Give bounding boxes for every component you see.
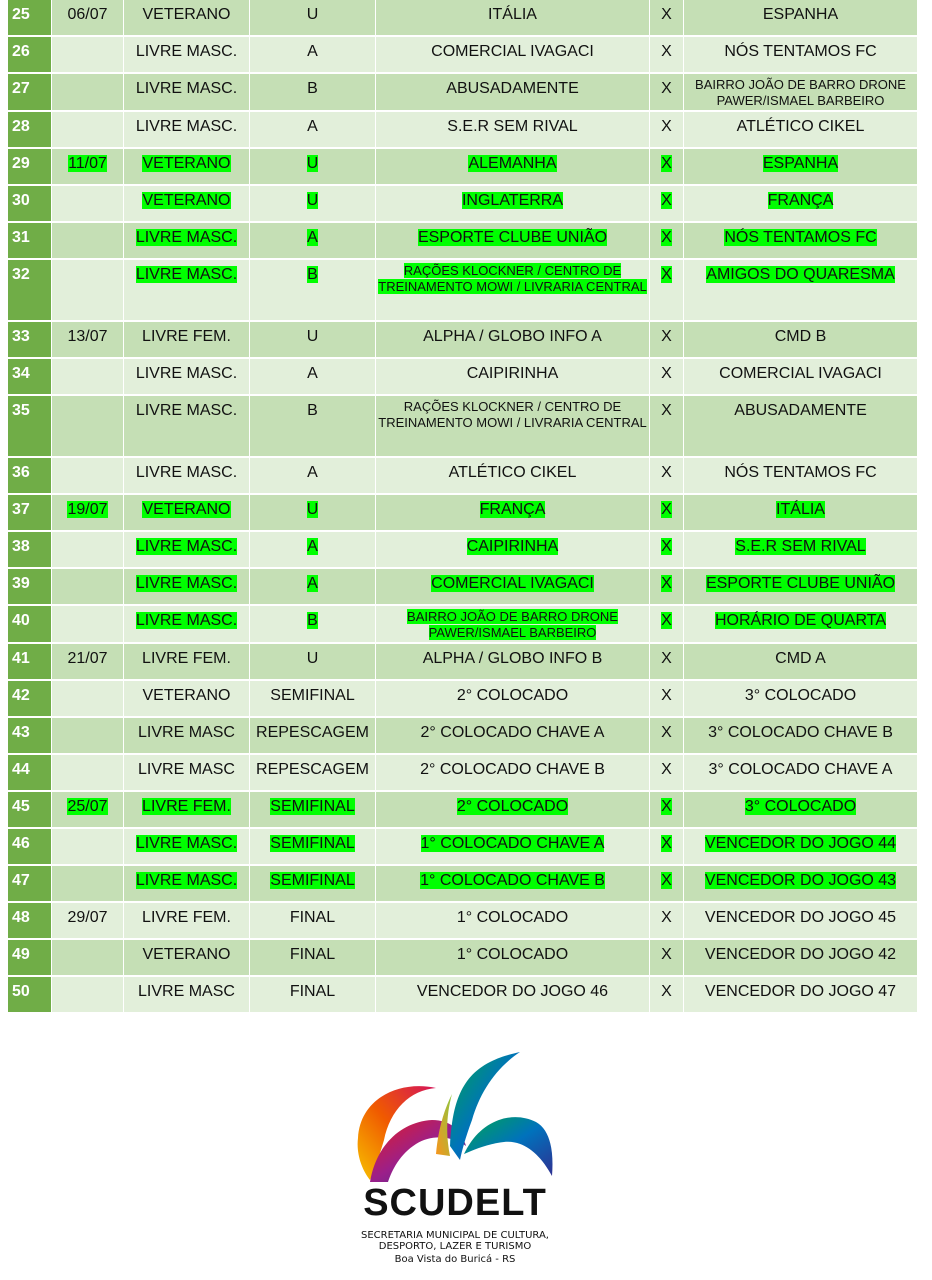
cell-away: ESPORTE CLUBE UNIÃO [684, 569, 918, 606]
cell-home: 2° COLOCADO CHAVE B [376, 755, 650, 792]
cell-group: U [250, 495, 376, 532]
cell-category: LIVRE MASC. [124, 866, 250, 903]
cell-date [52, 532, 124, 569]
cell-away: ITÁLIA [684, 495, 918, 532]
cell-num: 35 [8, 396, 52, 458]
cell-num: 30 [8, 186, 52, 223]
cell-date [52, 606, 124, 644]
table-row [8, 396, 918, 458]
cell-category: LIVRE MASC. [124, 223, 250, 260]
cell-num: 40 [8, 606, 52, 644]
cell-category: LIVRE FEM. [124, 903, 250, 940]
cell-date: 21/07 [52, 644, 124, 681]
cell-vs: X [650, 569, 684, 606]
cell-vs: X [650, 186, 684, 223]
cell-date [52, 112, 124, 149]
cell-date: 13/07 [52, 322, 124, 359]
cell-category: LIVRE MASC. [124, 569, 250, 606]
cell-vs: X [650, 532, 684, 569]
cell-group: A [250, 458, 376, 495]
cell-away: 3° COLOCADO [684, 792, 918, 829]
cell-category: LIVRE MASC. [124, 396, 250, 458]
table-row [8, 977, 918, 1014]
cell-num: 45 [8, 792, 52, 829]
cell-date [52, 74, 124, 112]
cell-vs: X [650, 223, 684, 260]
cell-vs: X [650, 718, 684, 755]
table-row [8, 792, 918, 829]
cell-vs: X [650, 866, 684, 903]
cell-category: VETERANO [124, 149, 250, 186]
cell-home: ITÁLIA [376, 0, 650, 37]
cell-home: ATLÉTICO CIKEL [376, 458, 650, 495]
cell-away: CMD B [684, 322, 918, 359]
cell-home: ALPHA / GLOBO INFO B [376, 644, 650, 681]
cell-num: 26 [8, 37, 52, 74]
cell-home: ESPORTE CLUBE UNIÃO [376, 223, 650, 260]
cell-vs: X [650, 37, 684, 74]
cell-group: A [250, 112, 376, 149]
cell-num: 38 [8, 532, 52, 569]
cell-group: U [250, 322, 376, 359]
cell-num: 43 [8, 718, 52, 755]
cell-away: 3° COLOCADO CHAVE B [684, 718, 918, 755]
cell-date: 29/07 [52, 903, 124, 940]
cell-away: ATLÉTICO CIKEL [684, 112, 918, 149]
cell-date: 11/07 [52, 149, 124, 186]
cell-away: VENCEDOR DO JOGO 43 [684, 866, 918, 903]
cell-group: FINAL [250, 977, 376, 1014]
cell-category: LIVRE MASC [124, 977, 250, 1014]
cell-home: 2° COLOCADO CHAVE A [376, 718, 650, 755]
cell-group: B [250, 606, 376, 644]
cell-group: SEMIFINAL [250, 792, 376, 829]
cell-group: A [250, 223, 376, 260]
cell-category: LIVRE MASC. [124, 37, 250, 74]
table-row [8, 112, 918, 149]
cell-home: ABUSADAMENTE [376, 74, 650, 112]
table-row [8, 644, 918, 681]
cell-group: U [250, 149, 376, 186]
table-row [8, 223, 918, 260]
schedule-table [8, 0, 918, 1014]
cell-group: A [250, 37, 376, 74]
cell-away: VENCEDOR DO JOGO 47 [684, 977, 918, 1014]
table-row [8, 903, 918, 940]
cell-away: HORÁRIO DE QUARTA [684, 606, 918, 644]
cell-num: 37 [8, 495, 52, 532]
cell-category: LIVRE MASC. [124, 829, 250, 866]
cell-category: LIVRE FEM. [124, 322, 250, 359]
cell-group: U [250, 186, 376, 223]
table-row [8, 458, 918, 495]
cell-date [52, 755, 124, 792]
palm-leaves-icon [340, 1050, 570, 1190]
cell-home: 1° COLOCADO CHAVE A [376, 829, 650, 866]
cell-home: CAIPIRINHA [376, 359, 650, 396]
cell-num: 29 [8, 149, 52, 186]
cell-category: LIVRE MASC. [124, 359, 250, 396]
cell-num: 27 [8, 74, 52, 112]
cell-home: 1° COLOCADO [376, 940, 650, 977]
cell-home: INGLATERRA [376, 186, 650, 223]
cell-date [52, 223, 124, 260]
cell-date [52, 829, 124, 866]
cell-group: U [250, 644, 376, 681]
cell-away: ABUSADAMENTE [684, 396, 918, 458]
cell-date [52, 458, 124, 495]
cell-category: LIVRE MASC. [124, 458, 250, 495]
cell-home: CAIPIRINHA [376, 532, 650, 569]
table-row [8, 149, 918, 186]
cell-away: FRANÇA [684, 186, 918, 223]
cell-vs: X [650, 940, 684, 977]
table-row [8, 74, 918, 112]
cell-home: ALEMANHA [376, 149, 650, 186]
cell-num: 39 [8, 569, 52, 606]
cell-away: CMD A [684, 644, 918, 681]
cell-home: FRANÇA [376, 495, 650, 532]
cell-date: 25/07 [52, 792, 124, 829]
cell-away: VENCEDOR DO JOGO 42 [684, 940, 918, 977]
cell-date [52, 977, 124, 1014]
cell-home: 2° COLOCADO [376, 792, 650, 829]
logo-location: Boa Vista do Buricá - RS [394, 1254, 516, 1265]
cell-category: LIVRE MASC. [124, 74, 250, 112]
cell-home: 1° COLOCADO CHAVE B [376, 866, 650, 903]
cell-away: AMIGOS DO QUARESMA [684, 260, 918, 322]
cell-away: COMERCIAL IVAGACI [684, 359, 918, 396]
cell-category: LIVRE MASC. [124, 260, 250, 322]
cell-group: B [250, 74, 376, 112]
cell-away: ESPANHA [684, 149, 918, 186]
cell-date [52, 260, 124, 322]
cell-category: VETERANO [124, 0, 250, 37]
logo-brand-text: SCUDELT [363, 1182, 547, 1224]
cell-home: S.E.R SEM RIVAL [376, 112, 650, 149]
cell-num: 33 [8, 322, 52, 359]
cell-category: VETERANO [124, 940, 250, 977]
table-row [8, 829, 918, 866]
cell-group: REPESCAGEM [250, 755, 376, 792]
cell-group: B [250, 396, 376, 458]
cell-home: VENCEDOR DO JOGO 46 [376, 977, 650, 1014]
cell-vs: X [650, 149, 684, 186]
table-row [8, 681, 918, 718]
cell-home: ALPHA / GLOBO INFO A [376, 322, 650, 359]
cell-category: LIVRE MASC [124, 755, 250, 792]
table-row [8, 186, 918, 223]
cell-num: 34 [8, 359, 52, 396]
cell-away: BAIRRO JOÃO DE BARRO DRONE PAWER/ISMAEL BARBEIRO [684, 74, 918, 112]
cell-home: COMERCIAL IVAGACI [376, 569, 650, 606]
cell-vs: X [650, 495, 684, 532]
cell-group: B [250, 260, 376, 322]
cell-date [52, 569, 124, 606]
cell-category: LIVRE MASC [124, 718, 250, 755]
cell-num: 44 [8, 755, 52, 792]
cell-away: NÓS TENTAMOS FC [684, 458, 918, 495]
table-row [8, 940, 918, 977]
cell-date [52, 866, 124, 903]
cell-group: A [250, 359, 376, 396]
table-row [8, 37, 918, 74]
cell-category: VETERANO [124, 681, 250, 718]
cell-group: SEMIFINAL [250, 866, 376, 903]
cell-category: VETERANO [124, 186, 250, 223]
cell-away: NÓS TENTAMOS FC [684, 37, 918, 74]
cell-away: S.E.R SEM RIVAL [684, 532, 918, 569]
cell-category: LIVRE FEM. [124, 644, 250, 681]
cell-date [52, 681, 124, 718]
cell-date [52, 359, 124, 396]
cell-num: 48 [8, 903, 52, 940]
cell-vs: X [650, 112, 684, 149]
cell-away: NÓS TENTAMOS FC [684, 223, 918, 260]
cell-category: LIVRE MASC. [124, 112, 250, 149]
cell-vs: X [650, 903, 684, 940]
table-row [8, 260, 918, 322]
table-row [8, 0, 918, 37]
cell-category: LIVRE FEM. [124, 792, 250, 829]
cell-home: BAIRRO JOÃO DE BARRO DRONE PAWER/ISMAEL BARBEIRO [376, 606, 650, 644]
cell-category: LIVRE MASC. [124, 532, 250, 569]
cell-vs: X [650, 606, 684, 644]
cell-group: U [250, 0, 376, 37]
cell-vs: X [650, 74, 684, 112]
cell-vs: X [650, 755, 684, 792]
cell-group: SEMIFINAL [250, 681, 376, 718]
table-row [8, 718, 918, 755]
cell-date [52, 718, 124, 755]
cell-group: FINAL [250, 903, 376, 940]
table-row [8, 532, 918, 569]
cell-away: 3° COLOCADO [684, 681, 918, 718]
cell-group: A [250, 532, 376, 569]
cell-num: 28 [8, 112, 52, 149]
cell-vs: X [650, 0, 684, 37]
cell-date [52, 186, 124, 223]
cell-vs: X [650, 829, 684, 866]
table-row [8, 322, 918, 359]
scudelt-logo [340, 1050, 570, 1275]
cell-away: ESPANHA [684, 0, 918, 37]
cell-num: 31 [8, 223, 52, 260]
logo-subtitle-line1: SECRETARIA MUNICIPAL DE CULTURA, [361, 1230, 549, 1241]
logo-subtitle-line2: DESPORTO, LAZER E TURISMO [378, 1241, 532, 1252]
cell-vs: X [650, 681, 684, 718]
table-row [8, 755, 918, 792]
cell-category: LIVRE MASC. [124, 606, 250, 644]
cell-vs: X [650, 260, 684, 322]
cell-num: 49 [8, 940, 52, 977]
cell-num: 42 [8, 681, 52, 718]
cell-home: 2° COLOCADO [376, 681, 650, 718]
cell-group: SEMIFINAL [250, 829, 376, 866]
cell-date [52, 940, 124, 977]
table-row [8, 606, 918, 644]
cell-vs: X [650, 644, 684, 681]
table-row [8, 495, 918, 532]
cell-home: 1° COLOCADO [376, 903, 650, 940]
cell-date [52, 396, 124, 458]
cell-date [52, 37, 124, 74]
cell-num: 36 [8, 458, 52, 495]
cell-away: VENCEDOR DO JOGO 45 [684, 903, 918, 940]
cell-num: 25 [8, 0, 52, 37]
cell-num: 41 [8, 644, 52, 681]
cell-vs: X [650, 458, 684, 495]
cell-num: 32 [8, 260, 52, 322]
cell-group: A [250, 569, 376, 606]
cell-num: 46 [8, 829, 52, 866]
table-row [8, 359, 918, 396]
table-row [8, 569, 918, 606]
cell-num: 50 [8, 977, 52, 1014]
cell-home: RAÇÕES KLOCKNER / CENTRO DE TREINAMENTO MOWI / LIVRARIA CENTRAL [376, 260, 650, 322]
cell-date: 06/07 [52, 0, 124, 37]
cell-category: VETERANO [124, 495, 250, 532]
cell-vs: X [650, 322, 684, 359]
cell-away: VENCEDOR DO JOGO 44 [684, 829, 918, 866]
cell-vs: X [650, 792, 684, 829]
cell-date: 19/07 [52, 495, 124, 532]
cell-group: REPESCAGEM [250, 718, 376, 755]
cell-group: FINAL [250, 940, 376, 977]
cell-home: COMERCIAL IVAGACI [376, 37, 650, 74]
cell-num: 47 [8, 866, 52, 903]
table-row [8, 866, 918, 903]
cell-vs: X [650, 977, 684, 1014]
cell-away: 3° COLOCADO CHAVE A [684, 755, 918, 792]
cell-vs: X [650, 359, 684, 396]
cell-home: RAÇÕES KLOCKNER / CENTRO DE TREINAMENTO MOWI / LIVRARIA CENTRAL [376, 396, 650, 458]
cell-vs: X [650, 396, 684, 458]
